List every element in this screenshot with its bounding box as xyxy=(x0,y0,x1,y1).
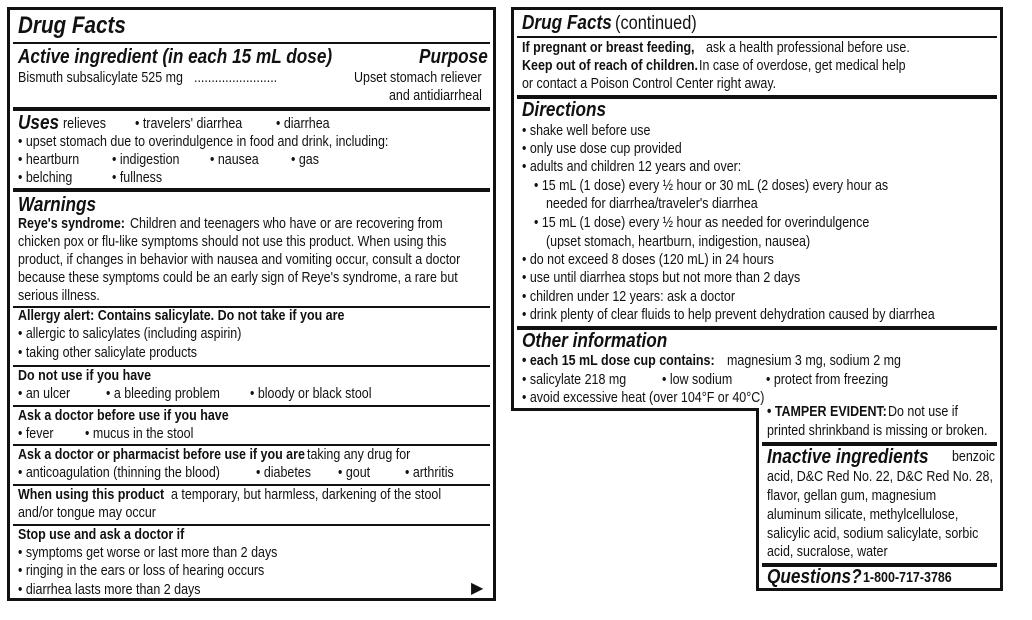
ask-pharmacist-item: • anticoagulation (thinning the blood) xyxy=(18,465,220,481)
uses-item: • indigestion xyxy=(112,152,180,168)
other-info-item: • avoid excessive heat (over 104°F or 40°C) xyxy=(522,390,765,406)
when-using-heading: When using this product xyxy=(18,487,165,503)
ask-doctor-heading: Ask a doctor before use if you have xyxy=(18,408,229,424)
dot-leader: ........................ xyxy=(194,70,278,86)
ask-pharmacist-heading: Ask a doctor or pharmacist before use if you are xyxy=(18,447,305,463)
other-info-item: • salicylate 218 mg xyxy=(522,372,627,388)
inactive-text: salicylic acid, sodium salicylate, sorbic xyxy=(767,526,979,542)
ask-pharmacist-item: • arthritis xyxy=(405,465,454,481)
other-info-item: • protect from freezing xyxy=(766,372,889,388)
active-ingredient-heading: Active ingredient (in each 15 mL dose) xyxy=(18,46,333,68)
purpose-line-1: Upset stomach reliever xyxy=(354,70,482,86)
keep-out-text: In case of overdose, get medical help xyxy=(699,58,906,74)
uses-item: • fullness xyxy=(112,170,163,186)
reye-text: product, if changes in behavior with nausea and vomiting occur, consult a doctor xyxy=(18,252,461,268)
uses-item: • belching xyxy=(18,170,73,186)
inactive-text: flavor, gellan gum, magnesium xyxy=(767,488,937,504)
right-title: Drug Facts xyxy=(522,12,612,34)
other-information-heading: Other information xyxy=(522,330,668,352)
direction-item: • only use dose cup provided xyxy=(522,141,682,157)
ask-doctor-item: • fever xyxy=(18,426,54,442)
do-not-use-heading: Do not use if you have xyxy=(18,368,152,384)
purpose-heading: Purpose xyxy=(419,46,488,68)
when-using-rest: a temporary, but harmless, darkening of the stool xyxy=(171,487,442,503)
uses-item: • travelers' diarrhea xyxy=(135,116,243,132)
direction-item: • do not exceed 8 doses (120 mL) in 24 hours xyxy=(522,252,774,268)
drug-facts-right-lower-panel xyxy=(756,404,1003,591)
other-info-label: • each 15 mL dose cup contains: xyxy=(522,353,715,369)
direction-item: • 15 mL (1 dose) every ½ hour as needed for overindulgence xyxy=(534,215,870,231)
stop-use-item: • ringing in the ears or loss of hearing occurs xyxy=(18,563,265,579)
direction-item: • 15 mL (1 dose) every ½ hour or 30 mL (2 doses) every hour as xyxy=(534,178,889,194)
do-not-use-item: • a bleeding problem xyxy=(106,386,220,402)
ask-pharmacist-rest: taking any drug for xyxy=(307,447,411,463)
reye-label: Reye's syndrome: xyxy=(18,216,125,232)
tamper-evident-text: printed shrinkband is missing or broken. xyxy=(767,423,988,439)
warnings-heading: Warnings xyxy=(18,194,97,216)
direction-item: • shake well before use xyxy=(522,123,651,139)
purpose-line-2: and antidiarrheal xyxy=(389,88,482,104)
keep-out-text: or contact a Poison Control Center right away. xyxy=(522,76,777,92)
right-title-continued: (continued) xyxy=(615,13,697,34)
continue-arrow-icon: ▶ xyxy=(471,580,484,597)
uses-item: • nausea xyxy=(210,152,259,168)
allergy-item: • taking other salicylate products xyxy=(18,345,198,361)
questions-heading: Questions? xyxy=(767,566,862,588)
do-not-use-item: • an ulcer xyxy=(18,386,71,402)
direction-item: (upset stomach, heartburn, indigestion, nausea) xyxy=(546,234,811,250)
other-info-item: • low sodium xyxy=(662,372,733,388)
inactive-text: benzoic xyxy=(952,449,995,465)
active-ingredient-line: Bismuth subsalicylate 525 mg xyxy=(18,70,183,86)
other-info-item: magnesium 3 mg, sodium 2 mg xyxy=(727,353,901,369)
drug-facts-left-panel xyxy=(7,7,496,601)
stop-use-item: • symptoms get worse or last more than 2 days xyxy=(18,545,278,561)
allergy-item: • allergic to salicylates (including aspirin) xyxy=(18,326,242,342)
uses-relieves: relieves xyxy=(63,116,106,132)
inactive-ingredients-heading: Inactive ingredients xyxy=(767,446,929,468)
stop-use-item: • diarrhea lasts more than 2 days xyxy=(18,582,201,598)
pregnant-label: If pregnant or breast feeding, xyxy=(522,40,695,56)
direction-item: needed for diarrhea/traveler's diarrhea xyxy=(546,196,758,212)
when-using-text: and/or tongue may occur xyxy=(18,505,156,521)
do-not-use-item: • bloody or black stool xyxy=(250,386,372,402)
directions-heading: Directions xyxy=(522,99,607,121)
direction-item: • adults and children 12 years and over: xyxy=(522,159,742,175)
tamper-evident-label: • TAMPER EVIDENT: xyxy=(767,404,887,420)
direction-item: • use until diarrhea stops but not more than 2 days xyxy=(522,270,801,286)
inactive-text: acid, sucralose, water xyxy=(767,544,888,560)
questions-phone: 1-800-717-3786 xyxy=(863,570,952,586)
reye-text: serious illness. xyxy=(18,288,100,304)
direction-item: • drink plenty of clear fluids to help prevent dehydration caused by diarrhea xyxy=(522,307,935,323)
keep-out-label: Keep out of reach of children. xyxy=(522,58,698,74)
uses-item: • upset stomach due to overindulgence in food and drink, including: xyxy=(18,134,389,150)
uses-item: • diarrhea xyxy=(276,116,330,132)
drug-facts-right-panel xyxy=(511,7,1003,411)
direction-item: • children under 12 years: ask a doctor xyxy=(522,289,736,305)
ask-doctor-item: • mucus in the stool xyxy=(85,426,194,442)
reye-text: because these symptoms could be an early sign of Reye's syndrome, a rare but xyxy=(18,270,458,286)
ask-pharmacist-item: • gout xyxy=(338,465,371,481)
inactive-text: acid, D&C Red No. 22, D&C Red No. 28, xyxy=(767,469,993,485)
left-title: Drug Facts xyxy=(18,12,126,39)
uses-heading: Uses xyxy=(18,112,60,134)
reye-text: chicken pox or flu-like symptoms should not use this product. When using this xyxy=(18,234,447,250)
stop-use-heading: Stop use and ask a doctor if xyxy=(18,527,185,543)
inactive-text: aluminum silicate, methylcellulose, xyxy=(767,507,959,523)
pregnant-text: ask a health professional before use. xyxy=(706,40,910,56)
tamper-evident-text: Do not use if xyxy=(888,404,959,420)
uses-item: • heartburn xyxy=(18,152,80,168)
ask-pharmacist-item: • diabetes xyxy=(256,465,311,481)
reye-text: Children and teenagers who have or are recovering from xyxy=(130,216,443,232)
uses-item: • gas xyxy=(291,152,319,168)
allergy-alert-heading: Allergy alert: Contains salicylate. Do not take if you are xyxy=(18,308,345,324)
